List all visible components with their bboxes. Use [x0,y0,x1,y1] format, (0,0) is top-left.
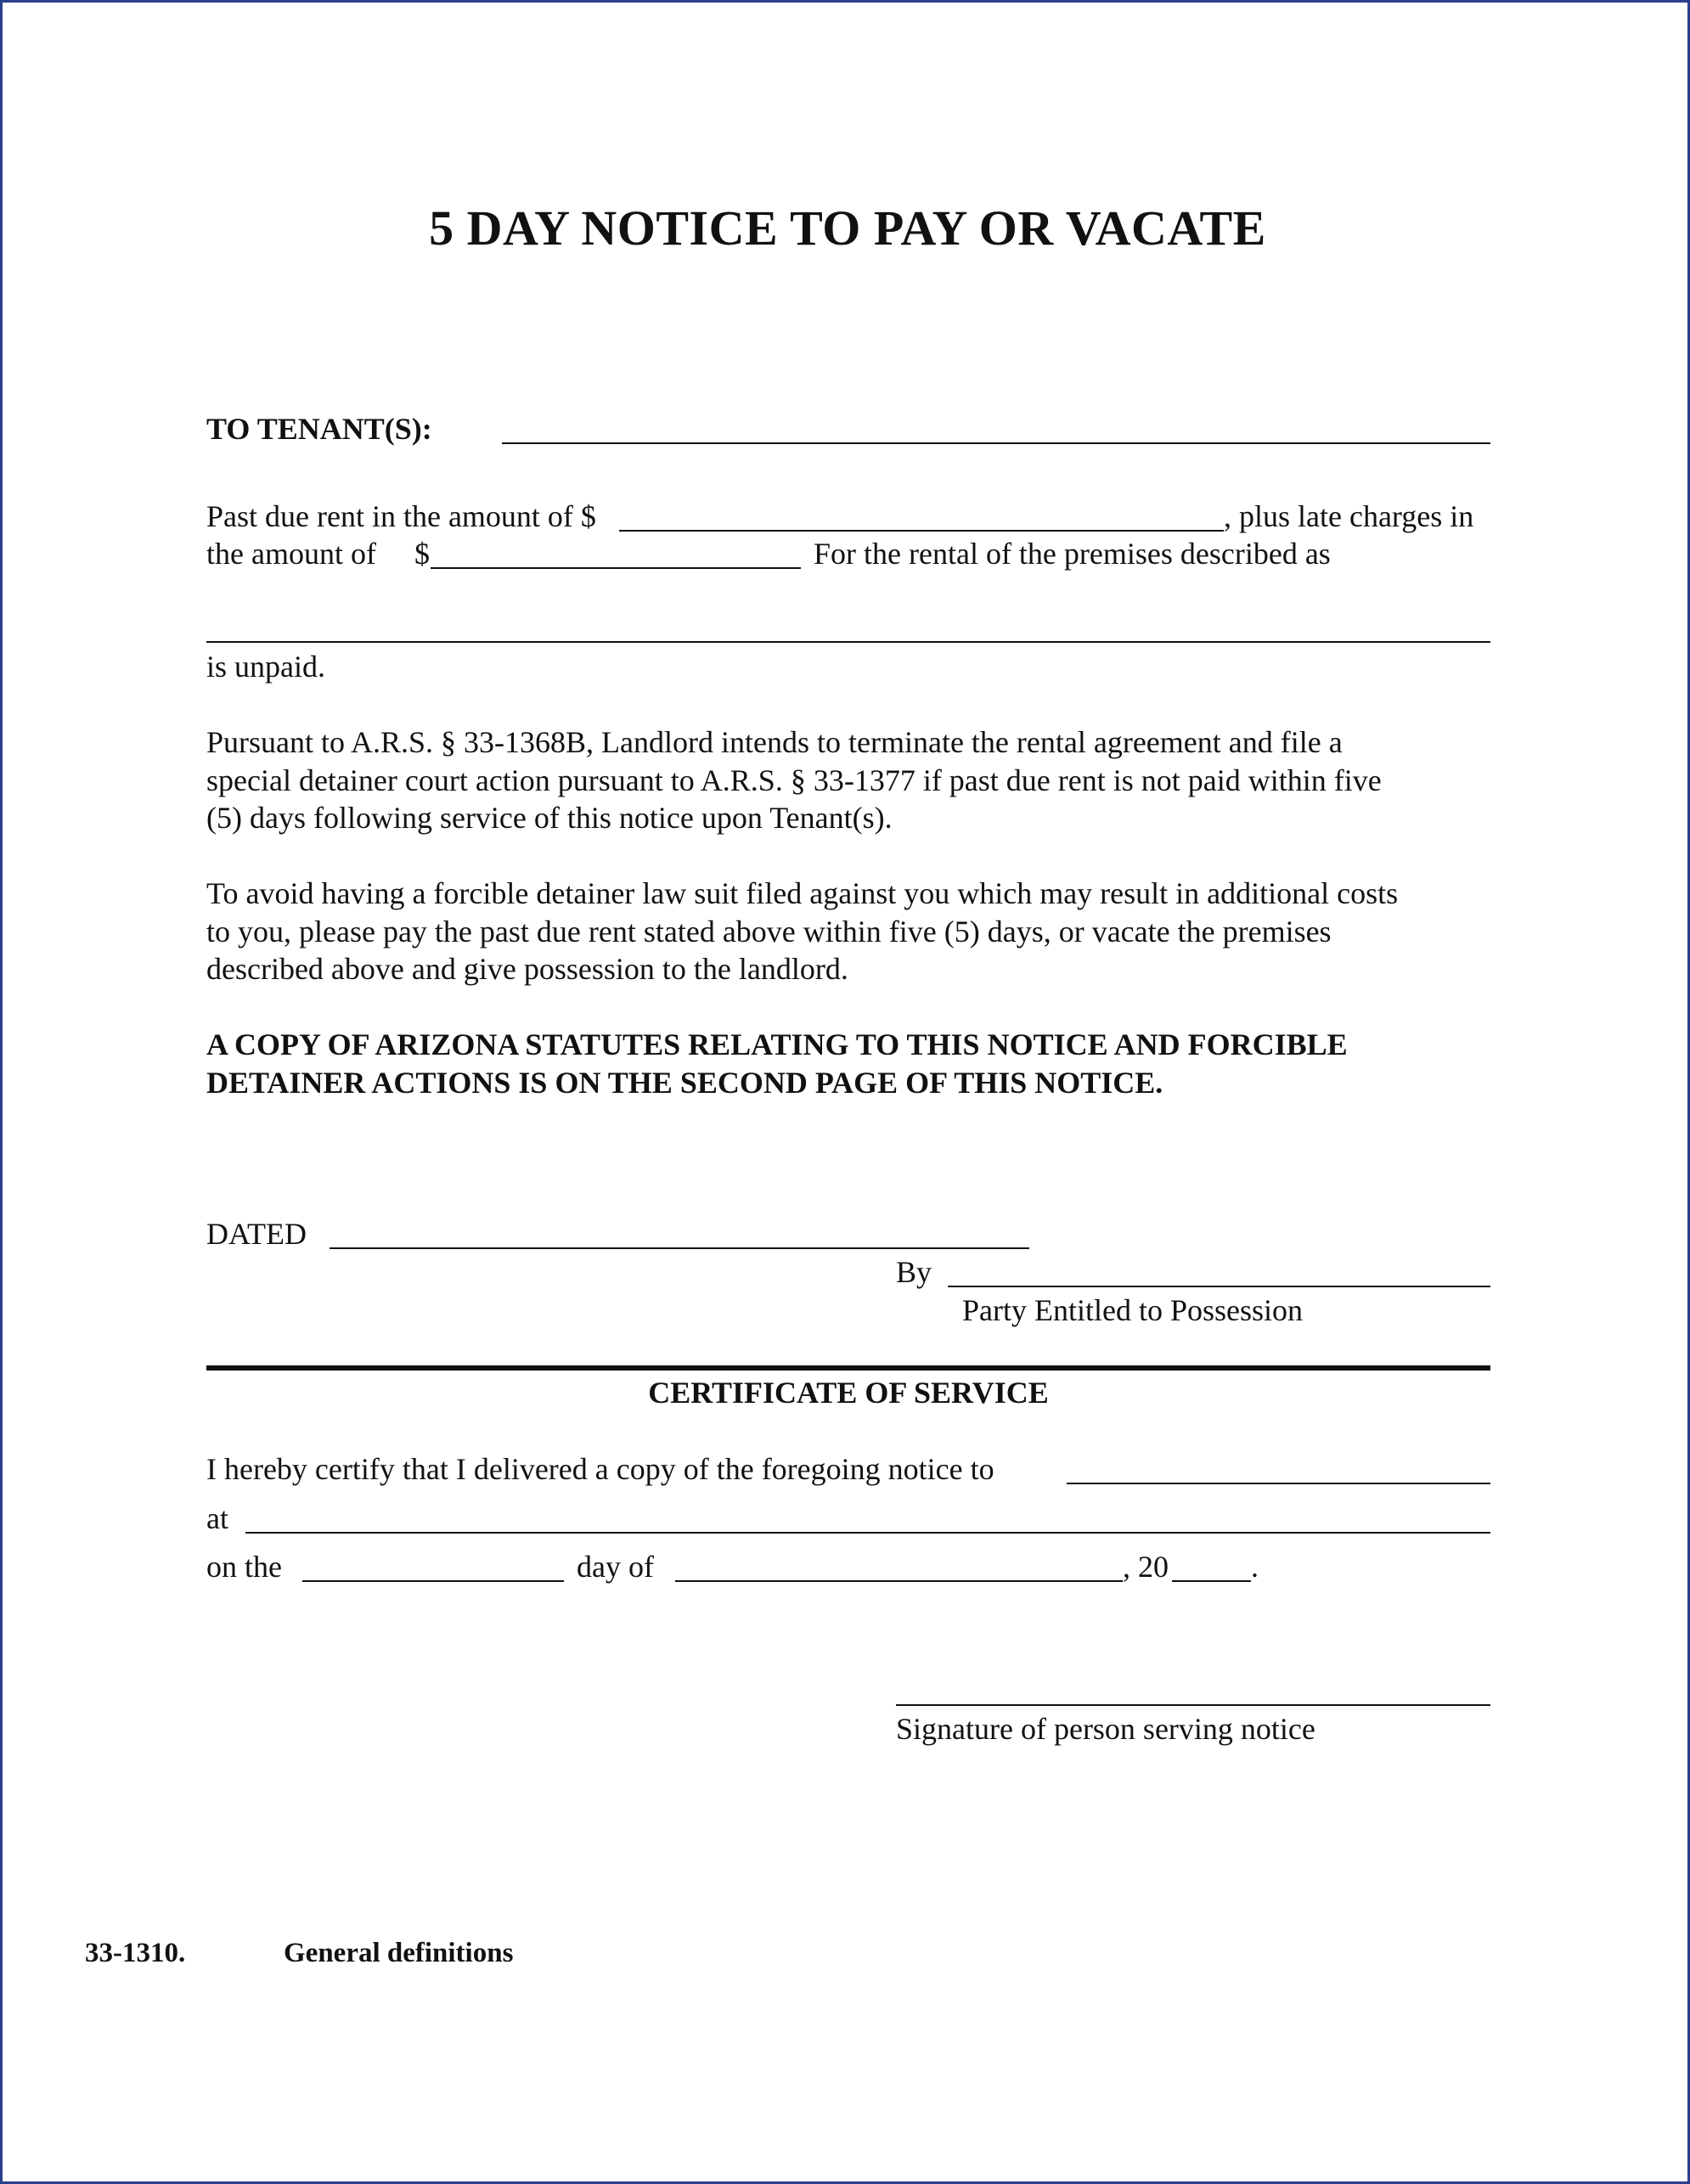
avoid-paragraph [206,875,1497,988]
section-divider [206,1365,1490,1371]
statutes-notice-line: A COPY OF ARIZONA STATUTES RELATING TO THIS NOTICE AND FORCIBLE [206,1027,1348,1061]
dated-blank[interactable] [330,1247,1029,1249]
server-signature-blank[interactable] [896,1704,1490,1706]
at-label: at [206,1501,228,1535]
section-number: 33-1310. [85,1938,186,1968]
certificate-heading: CERTIFICATE OF SERVICE [648,1376,1049,1410]
rent-line1-suffix: , plus late charges in [1224,499,1474,533]
service-year-blank[interactable] [1172,1580,1251,1582]
late-charges-blank[interactable] [431,567,801,569]
service-location-blank[interactable] [245,1532,1490,1534]
past-due-rent-blank[interactable] [619,530,1224,532]
page-title: 5 DAY NOTICE TO PAY OR VACATE [429,200,1266,256]
to-tenant-label: TO TENANT(S): [206,412,432,446]
rent-line2-suffix: For the rental of the premises described as [814,537,1331,571]
avoid-line: to you, please pay the past due rent stated above within five (5) days, or vacate the premises [206,914,1332,948]
avoid-line: described above and give possession to the landlord. [206,952,848,986]
year-prefix: , 20 [1123,1550,1169,1584]
statutes-notice-line: DETAINER ACTIONS IS ON THE SECOND PAGE OF THIS NOTICE. [206,1065,1163,1100]
service-day-blank[interactable] [302,1580,564,1582]
rent-line2-dollar: $ [414,537,430,571]
service-month-blank[interactable] [675,1580,1123,1582]
pursuant-line: special detainer court action pursuant to A.R.S. § 33-1377 if past due rent is not paid within five [206,763,1382,797]
pursuant-line: Pursuant to A.R.S. § 33-1368B, Landlord intends to terminate the rental agreement and file a [206,725,1343,759]
section-title: General definitions [284,1938,514,1968]
by-label: By [896,1255,932,1289]
rent-line2-prefix: the amount of [206,537,376,571]
premises-description-blank[interactable] [206,641,1490,643]
server-signature-label: Signature of person serving notice [896,1712,1315,1746]
dated-label: DATED [206,1217,307,1251]
statutes-notice [206,1026,1497,1101]
pursuant-line: (5) days following service of this notice upon Tenant(s). [206,801,893,835]
delivered-to-blank[interactable] [1067,1483,1490,1484]
on-the-label: on the [206,1550,282,1584]
by-signature-blank[interactable] [948,1286,1490,1287]
day-of-label: day of [577,1550,654,1584]
pursuant-paragraph [206,723,1497,837]
year-suffix: . [1251,1550,1259,1584]
rent-line1-prefix: Past due rent in the amount of $ [206,499,596,533]
party-entitled-label: Party Entitled to Possession [962,1293,1304,1327]
avoid-line: To avoid having a forcible detainer law suit filed against you which may result in additional costs [206,876,1399,910]
certify-text: I hereby certify that I delivered a copy of the foregoing notice to [206,1452,994,1486]
tenant-name-blank[interactable] [502,442,1490,444]
unpaid-text: is unpaid. [206,650,325,684]
